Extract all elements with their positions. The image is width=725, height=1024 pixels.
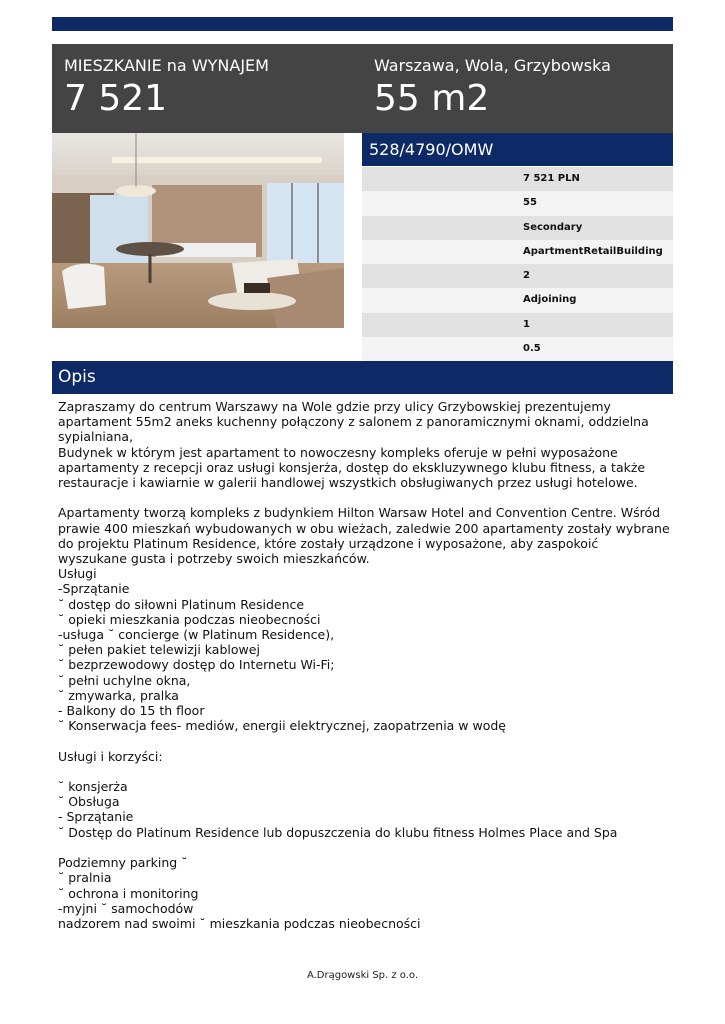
listing-header [52, 44, 673, 133]
description-heading: Opis [52, 361, 673, 394]
attribute-market: Secondary [362, 216, 673, 240]
header-right [374, 56, 611, 120]
attribute-bathrooms: 1 [362, 313, 673, 337]
header-left [64, 56, 269, 120]
apartment-photo-illustration [52, 133, 344, 328]
listing-price: 7 521 [64, 78, 168, 119]
top-accent-bar [52, 17, 673, 31]
attribute-building-type: ApartmentRetailBuilding [362, 240, 673, 264]
listing-type: MIESZKANIE na WYNAJEM [64, 56, 269, 75]
apartment-photo [52, 133, 344, 328]
description-text: Zapraszamy do centrum Warszawy na Wole gdzie przy ulicy Grzybowskiej prezentujemy apartament 55m2 aneks kuchenny połączony z salonem z panoramicznymi oknami, oddzielna sypialniana, Budynek w którym jest apartament to nowoczesny kompleks oferuje w pełni wyposażone apartamenty z recepcji oraz usługi konsjerża, dostęp do ekskluzywnego klubu fitness, a także restauracje i kawiarnie w galerii handlowej wszystkich obsługiwanych przez usługi hotelowe. Apartamenty tworzą kompleks z budynkiem Hilton Warsaw Hotel and Convention Centre. Wśród prawie 400 mieszkań wybudowanych w obu wieżach, zaledwie 200 apartamenty zostały wybrane do projektu Platinum Residence, które zostały urządzone i wyposażone, aby zaspokoić wyszukane gusta i potrzeby swoich mieszkańców. Usługi -Sprzątanie ˘ dostęp do siłowni Platinum Residence ˘ opieki mieszkania podczas nieobecności -usługa ˘ concierge (w Platinum Residence), ˘ pełen pakiet telewizji kablowej ˘ bezprzewodowy dostęp do Internetu Wi-Fi; ˘ pełni uchylne okna, ˘ zmywarka, pralka - Balkony do 15 th floor ˘ Konserwacja fees- mediów, energii elektrycznej, zaopatrzenia w wodę Usługi i korzyści: ˘ konsjerża ˘ Obsługa - Sprzątanie ˘ Dostęp do Platinum Residence lub dopuszczenia do klubu fitness Holmes Place and Spa Podziemny parking ˘ ˘ pralnia ˘ ochrona i monitoring -myjni ˘ samochodów nadzorem nad swoimi ˘ mieszkania podczas nieobecności [58, 399, 670, 931]
attribute-extra: 0.5 [362, 337, 673, 361]
attribute-kitchen: Adjoining [362, 288, 673, 312]
attribute-rooms: 2 [362, 264, 673, 288]
listing-area: 55 m2 [374, 78, 490, 119]
attribute-area: 55 [362, 191, 673, 215]
listing-location: Warszawa, Wola, Grzybowska [374, 56, 611, 75]
attributes-table [362, 167, 673, 361]
attribute-price: 7 521 PLN [362, 167, 673, 191]
footer-company: A.Drągowski Sp. z o.o. [306, 970, 419, 981]
reference-number: 528/4790/OMW [362, 133, 673, 166]
